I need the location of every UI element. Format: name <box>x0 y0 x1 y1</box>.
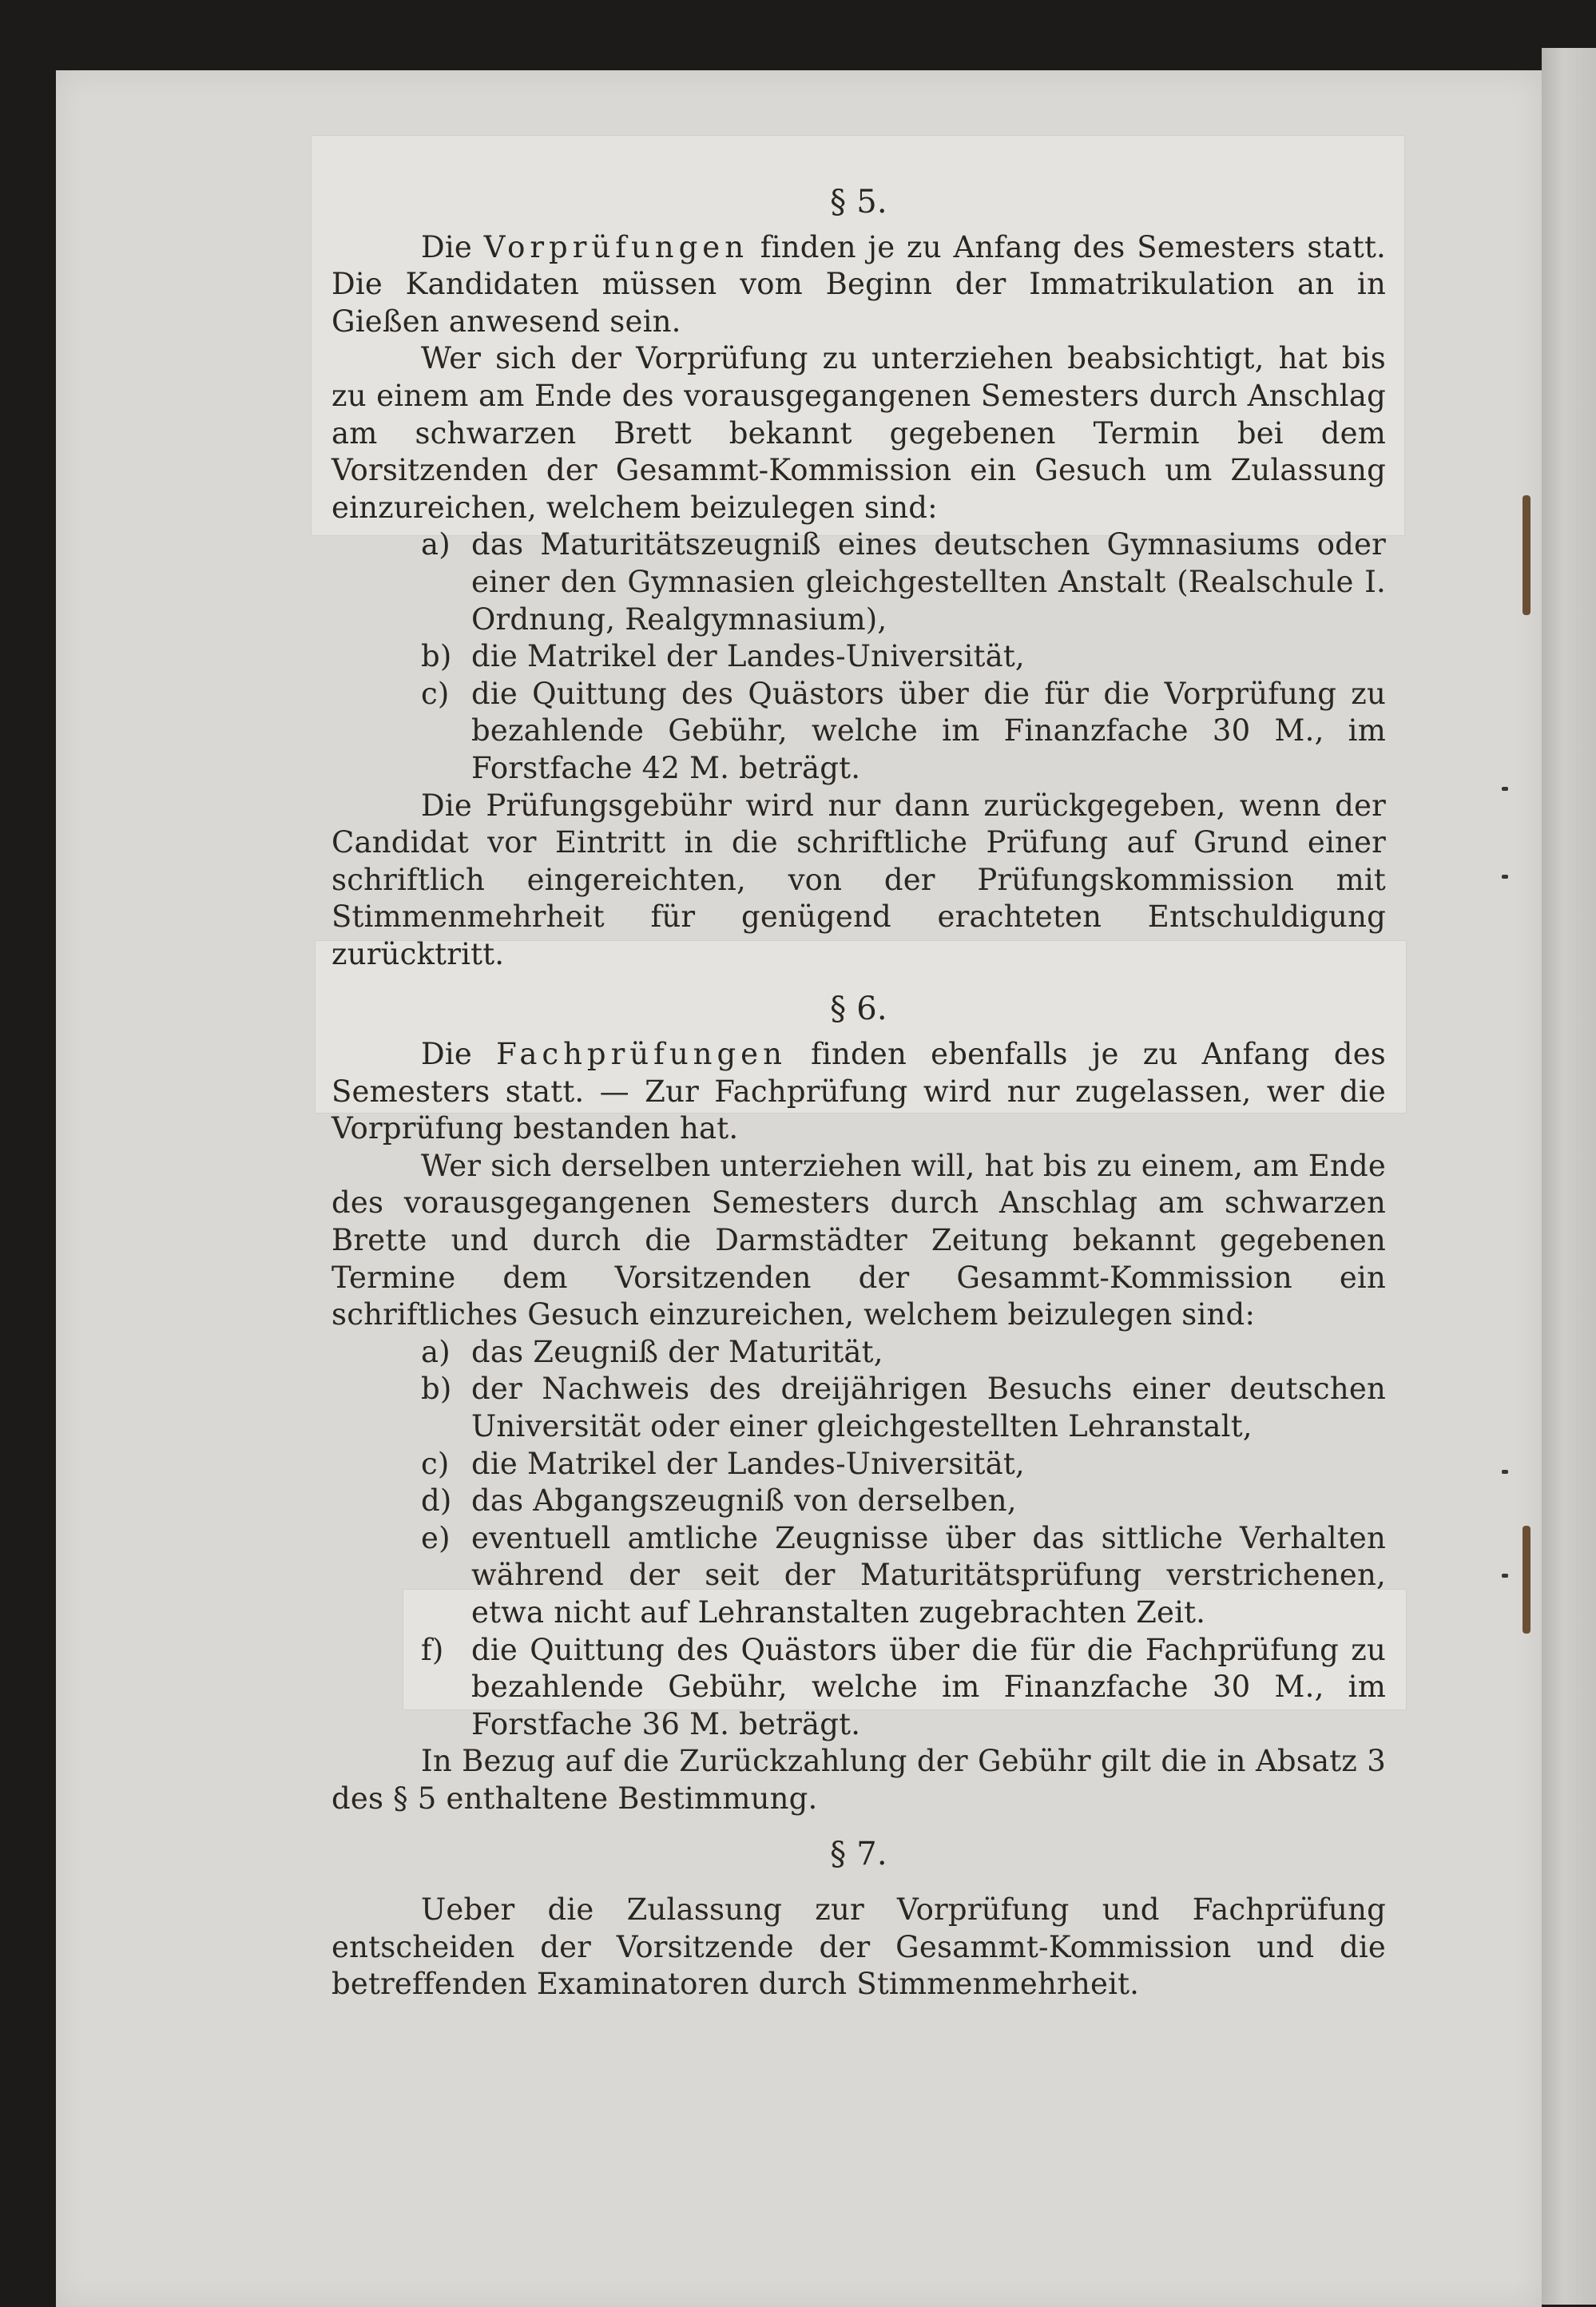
section-5-heading: § 5. <box>830 184 887 220</box>
term-vorpruefungen: Vorprüfungen <box>483 229 749 264</box>
section-6-paragraph-3: In Bezug auf die Zurückzahlung der Gebühr gilt die in Absatz 3 des § 5 enthaltene Bestimmung. <box>332 1744 1386 1816</box>
section-6-paragraph-1 <box>332 1036 1386 1148</box>
ink-speck <box>1502 1574 1508 1578</box>
section-7-paragraph-1: Ueber die Zulassung zur Vorprüfung und Fachprüfung entscheiden der Vorsitzende der Gesammt-Kommission und die betreffenden Examinatoren durch Stimmenmehrheit. <box>332 1892 1386 2002</box>
ink-speck <box>1502 875 1508 879</box>
list-item: c) die Matrikel der Landes-Universität, <box>421 1446 1025 1481</box>
list-item: f) die Quittung des Quästors über die für die Fachprüfung zu bezahlende Gebühr, welche im Finanzfache 30 M., im Forstfache 36 M. beträgt. <box>421 1632 1386 1741</box>
ink-speck <box>1502 1470 1508 1474</box>
list-item: e) eventuell amtliche Zeugnisse über das sittliche Verhalten während der seit der Maturitätsprüfung verstrichenen, etwa nicht auf Lehranstalten zugebrachten Zeit. <box>421 1520 1386 1630</box>
binding-clip-icon <box>1523 495 1530 615</box>
document-body <box>332 177 1386 2003</box>
section-7-heading: § 7. <box>830 1835 887 1872</box>
ink-speck <box>1502 787 1508 791</box>
section-5-paragraph-1 <box>332 229 1386 341</box>
section-5-paragraph-3: Die Prüfungsgebühr wird nur dann zurückgegeben, wenn der Candidat vor Eintritt in die schriftliche Prüfung auf Grund einer schriftlich eingereichten, von der Prüfungskommission mit Stimmenmehrheit für genügend erachteten Entschuldigung zurücktritt. <box>332 788 1386 971</box>
binding-clip-icon <box>1523 1526 1530 1634</box>
adjacent-page-edge <box>1542 48 1596 2305</box>
section-6-requirements-list <box>332 1334 1386 1744</box>
list-item: b) der Nachweis des dreijährigen Besuchs einer deutschen Universität oder einer gleichgestellten Lehranstalt, <box>421 1372 1386 1443</box>
section-5-paragraph-2: Wer sich der Vorprüfung zu unterziehen beabsichtigt, hat bis zu einem am Ende des vorausgegangenen Semesters durch Anschlag am schwarzen Brett bekannt gegebenen Termin bei dem Vorsitzenden der Gesammt-Kommission ein Gesuch um Zulassung einzureichen, welchem beizulegen sind: <box>332 341 1386 525</box>
section-5-p1-rest: finden je zu Anfang des Semesters statt. Die Kandidaten müssen vom Beginn der Immatrikulation an in Gießen anwesend sein. <box>332 229 1387 339</box>
term-fachpruefungen: Fachprüfungen <box>496 1037 787 1072</box>
section-5-p1-lead: Die <box>421 229 472 264</box>
section-6-p1-rest: finden ebenfalls je zu Anfang des Semesters statt. — Zur Fachprüfung wird nur zugelassen, wer die Vorprüfung bestanden hat. <box>332 1037 1386 1146</box>
list-item: a) das Maturitätszeugniß eines deutschen Gymnasiums oder einer den Gymnasien gleichgestellten Anstalt (Realschule I. Ordnung, Realgymnasium), <box>421 527 1386 637</box>
list-item: b) die Matrikel der Landes-Universität, <box>421 639 1025 674</box>
section-6-heading: § 6. <box>830 991 887 1028</box>
section-6-p1-lead: Die <box>421 1037 472 1072</box>
list-item: d) das Abgangszeugniß von derselben, <box>421 1483 1017 1519</box>
section-6-paragraph-2: Wer sich derselben unterziehen will, hat bis zu einem, am Ende des vorausgegangenen Semesters durch Anschlag am schwarzen Brette und durch die Darmstädter Zeitung bekannt gegebenen Termine dem Vorsitzenden der Gesammt-Kommission ein schriftliches Gesuch einzureichen, welchem beizulegen sind: <box>332 1148 1386 1332</box>
list-item: a) das Zeugniß der Maturität, <box>421 1334 883 1369</box>
list-item: c) die Quittung des Quästors über die für die Vorprüfung zu bezahlende Gebühr, welche im Finanzfache 30 M., im Forstfache 42 M. beträgt. <box>421 676 1386 785</box>
section-5-requirements-list <box>332 526 1386 787</box>
